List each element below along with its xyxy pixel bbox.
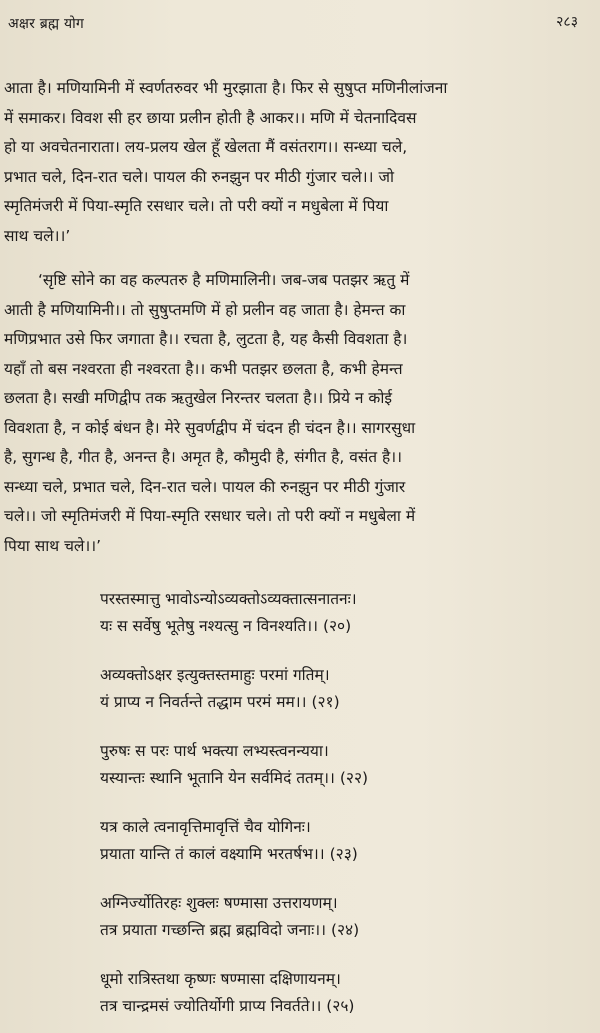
text-line: प्रभात चले, दिन-रात चले। पायल की रुनझुन पर मीठी गुंजार चले।। जो [4,167,394,186]
verse-line: धूमो रात्रिस्तथा कृष्णः षण्मासा दक्षिणायनम्। [100,970,341,988]
verse-line: यत्र काले त्वनावृत्तिमावृत्तिं चैव योगिनः। [100,818,311,836]
verse-line: प्रयाता यान्ति तं कालं वक्ष्यामि भरतर्षभ।। (२३) [100,845,358,863]
verse-line: यं प्राप्य न निवर्तन्ते तद्धाम परमं मम।। (२१) [100,693,340,711]
text-line: ‘सृष्टि सोने का वह कल्पतरु है मणिमालिनी। जब-जब पतझर ऋतु में [38,271,410,289]
verse-line: अव्यक्तोऽक्षर इत्युक्तस्तमाहुः परमां गतिम्। [100,666,330,684]
sanskrit-verses [100,586,570,1033]
verse-line: परस्तस्मात्तु भावोऽन्योऽव्यक्तोऽव्यक्तात्सनातनः। [100,590,357,608]
text-line: में समाकर। विवश सी हर छाया प्रलीन होती है आकर।। मणि में चेतनादिवस [4,108,417,127]
verse-line: पुरुषः स परः पार्थ भक्त्या लभ्यस्त्वनन्यया। [100,742,329,760]
text-line: छलता है। सखी मणिद्वीप तक ऋतुखेल निरन्तर चलता है।। प्रिये न कोई [4,389,392,407]
verse-23 [100,814,570,868]
verse-line: तत्र प्रयाता गच्छन्ति ब्रह्म ब्रह्मविदो जनाः।। (२४) [100,921,360,939]
text-line: हो या अवचेतनाराता। लय-प्रलय खेल हूँ खेलता मैं वसंतराग।। सन्ध्या चले, [4,138,408,156]
text-line: मणिप्रभात उसे फिर जगाता है।। रचता है, लुटता है, यह कैसी विवशता है। [4,330,408,348]
text-line: विवशता है, न कोई बंधन है। मेरे सुवर्णद्वीप में चंदन ही चंदन है।। सागरसुधा [4,418,416,437]
verse-24 [100,890,570,944]
text-line: चले।। जो स्मृतिमंजरी में पिया-स्मृति रसधार चले। तो परी क्यों न मधुबेला में [4,507,416,525]
verse-20 [100,586,570,640]
text-line: आती है मणियामिनी।। तो सुषुप्तमणि में हो प्रलीन वह जाता है। हेमन्त का [4,300,406,319]
prose-paragraph-1 [4,74,584,251]
text-line: पिया साथ चले।।’ [4,536,102,555]
text-line: यहाँ तो बस नश्वरता ही नश्वरता है।। कभी पतझर छलता है, कभी हेमन्त [4,359,403,378]
text-line: साथ चले।।’ [4,226,71,245]
text-line: आता है। मणियामिनी में स्वर्णतरुवर भी मुरझाता है। फिर से सुषुप्त मणिनीलांजना [4,79,448,97]
page-number: २८३ [556,14,578,30]
verse-line: तत्र चान्द्रमसं ज्योतिर्योगी प्राप्य निवर्तते।। (२५) [100,997,355,1015]
running-head: अक्षर ब्रह्म योग [8,16,84,32]
text-line: स्मृतिमंजरी में पिया-स्मृति रसधार चले। तो परी क्यों न मधुबेला में पिया [4,197,389,215]
text-line: सन्ध्या चले, प्रभात चले, दिन-रात चले। पायल की रुनझुन पर मीठी गुंजार [4,477,406,496]
prose-paragraph-2 [4,266,584,561]
verse-22 [100,738,570,792]
verse-25 [100,966,570,1020]
text-line: है, सुगन्ध है, गीत है, अनन्त है। अमृत है, कौमुदी है, संगीत है, वसंत है।। [4,448,403,466]
verse-21 [100,662,570,716]
verse-line: अग्निर्ज्योतिरहः शुक्लः षण्मासा उत्तरायणम्। [100,894,338,912]
verse-line: यः स सर्वेषु भूतेषु नश्यत्सु न विनश्यति।। (२०) [100,617,352,635]
verse-line: यस्यान्तः स्थानि भूतानि येन सर्वमिदं ततम्।। (२२) [100,769,369,787]
